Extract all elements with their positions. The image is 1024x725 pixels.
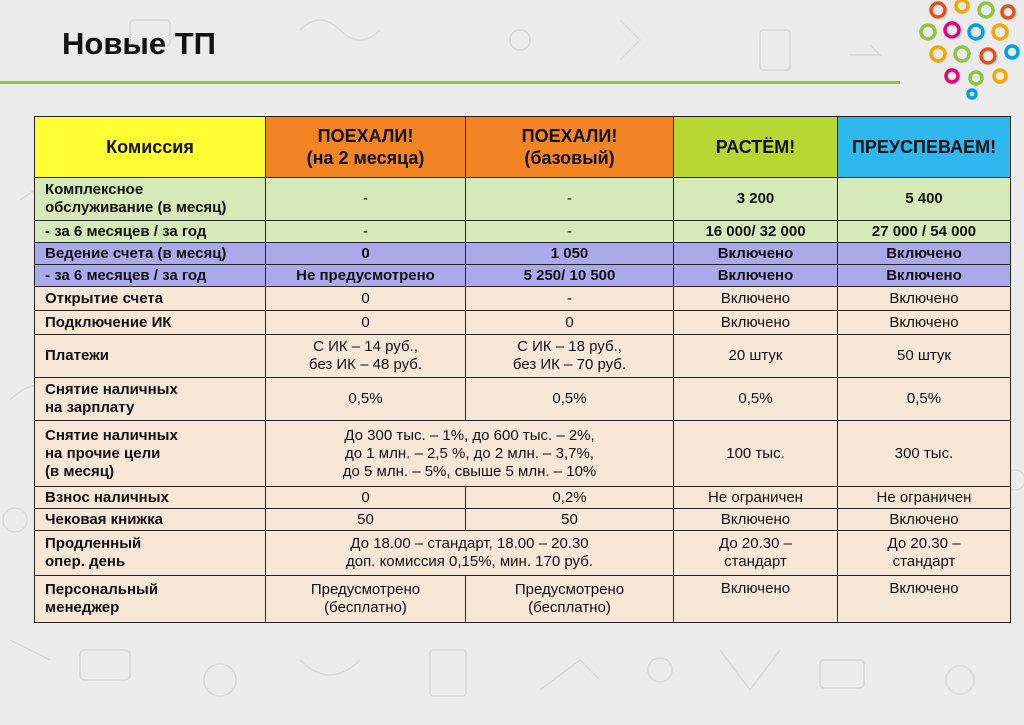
- cell: Включено: [838, 311, 1011, 335]
- header-plan-poehali-2months: ПОЕХАЛИ! (на 2 месяца): [266, 117, 466, 178]
- cell: 20 штук: [674, 335, 838, 378]
- cell: До 20.30 – стандарт: [838, 531, 1011, 576]
- cell: 50: [466, 509, 674, 531]
- cell: 0,5%: [838, 378, 1011, 421]
- cell: Включено: [674, 311, 838, 335]
- slide-title: Новые ТП: [62, 26, 216, 61]
- cell: 0,5%: [466, 378, 674, 421]
- row-label: Подключение ИК: [35, 311, 266, 335]
- cell: Включено: [838, 265, 1011, 287]
- cell: Включено: [838, 243, 1011, 265]
- cell: 50 штук: [838, 335, 1011, 378]
- table-row: [35, 576, 1011, 623]
- table-row: [35, 178, 1011, 221]
- cell: 16 000/ 32 000: [674, 221, 838, 243]
- cell: С ИК – 14 руб., без ИК – 48 руб.: [266, 335, 466, 378]
- table-row: [35, 287, 1011, 311]
- table-row: [35, 221, 1011, 243]
- cell: 0,5%: [266, 378, 466, 421]
- cell: Включено: [674, 509, 838, 531]
- row-label: Ведение счета (в месяц): [35, 243, 266, 265]
- table-row: [35, 421, 1011, 487]
- title-underline: [0, 81, 900, 84]
- cell-merged: До 18.00 – стандарт, 18.00 – 20.30 доп. комиссия 0,15%, мин. 170 руб.: [266, 531, 674, 576]
- cell: 100 тыс.: [674, 421, 838, 487]
- row-label: Снятие наличных на прочие цели (в месяц): [35, 421, 266, 487]
- cell: -: [466, 178, 674, 221]
- row-label: Снятие наличных на зарплату: [35, 378, 266, 421]
- cell: Включено: [838, 287, 1011, 311]
- cell: Не ограничен: [674, 487, 838, 509]
- cell: До 20.30 – стандарт: [674, 531, 838, 576]
- tariff-plans-table: [34, 116, 1011, 623]
- cell: 0: [466, 311, 674, 335]
- cell: 0: [266, 311, 466, 335]
- cell: 5 250/ 10 500: [466, 265, 674, 287]
- cell: Включено: [838, 576, 1011, 623]
- table-row: [35, 265, 1011, 287]
- table-row: [35, 335, 1011, 378]
- cell: 0,2%: [466, 487, 674, 509]
- row-label: Чековая книжка: [35, 509, 266, 531]
- cell: Предусмотрено (бесплатно): [266, 576, 466, 623]
- header-plan-preuspevaem: ПРЕУСПЕВАЕМ!: [838, 117, 1011, 178]
- cell: Включено: [838, 509, 1011, 531]
- cell-merged: До 300 тыс. – 1%, до 600 тыс. – 2%, до 1 млн. – 2,5 %, до 2 млн. – 3,7%, до 5 млн. – 5%, свыше 5 млн. – 10%: [266, 421, 674, 487]
- cell: 1 050: [466, 243, 674, 265]
- cell: 0: [266, 243, 466, 265]
- cell: Включено: [674, 243, 838, 265]
- cell: -: [466, 221, 674, 243]
- cell: 50: [266, 509, 466, 531]
- cell: 27 000 / 54 000: [838, 221, 1011, 243]
- row-label: Комплексное обслуживание (в месяц): [35, 178, 266, 221]
- table-row: [35, 531, 1011, 576]
- table-row: [35, 378, 1011, 421]
- cell: Не ограничен: [838, 487, 1011, 509]
- cell: Предусмотрено (бесплатно): [466, 576, 674, 623]
- cell: Не предусмотрено: [266, 265, 466, 287]
- cell: 0: [266, 487, 466, 509]
- cell: Включено: [674, 265, 838, 287]
- cell: Включено: [674, 287, 838, 311]
- table-row: [35, 243, 1011, 265]
- cell: С ИК – 18 руб., без ИК – 70 руб.: [466, 335, 674, 378]
- cell: 0: [266, 287, 466, 311]
- cell: Включено: [674, 576, 838, 623]
- row-label: Открытие счета: [35, 287, 266, 311]
- bank-logo-rings-icon: [916, 0, 1024, 100]
- cell: 300 тыс.: [838, 421, 1011, 487]
- row-label: Платежи: [35, 335, 266, 378]
- cell: -: [466, 287, 674, 311]
- row-label: Персональный менеджер: [35, 576, 266, 623]
- header-plan-rastem: РАСТЁМ!: [674, 117, 838, 178]
- table-header-row: [35, 117, 1011, 178]
- cell: 5 400: [838, 178, 1011, 221]
- cell: 0,5%: [674, 378, 838, 421]
- row-label: Взнос наличных: [35, 487, 266, 509]
- cell: 3 200: [674, 178, 838, 221]
- table-row: [35, 487, 1011, 509]
- table-row: [35, 311, 1011, 335]
- header-plan-poehali-basic: ПОЕХАЛИ! (базовый): [466, 117, 674, 178]
- row-label: - за 6 месяцев / за год: [35, 265, 266, 287]
- row-label: - за 6 месяцев / за год: [35, 221, 266, 243]
- row-label: Продленный опер. день: [35, 531, 266, 576]
- table-row: [35, 509, 1011, 531]
- cell: -: [266, 178, 466, 221]
- header-commission: Комиссия: [35, 117, 266, 178]
- cell: -: [266, 221, 466, 243]
